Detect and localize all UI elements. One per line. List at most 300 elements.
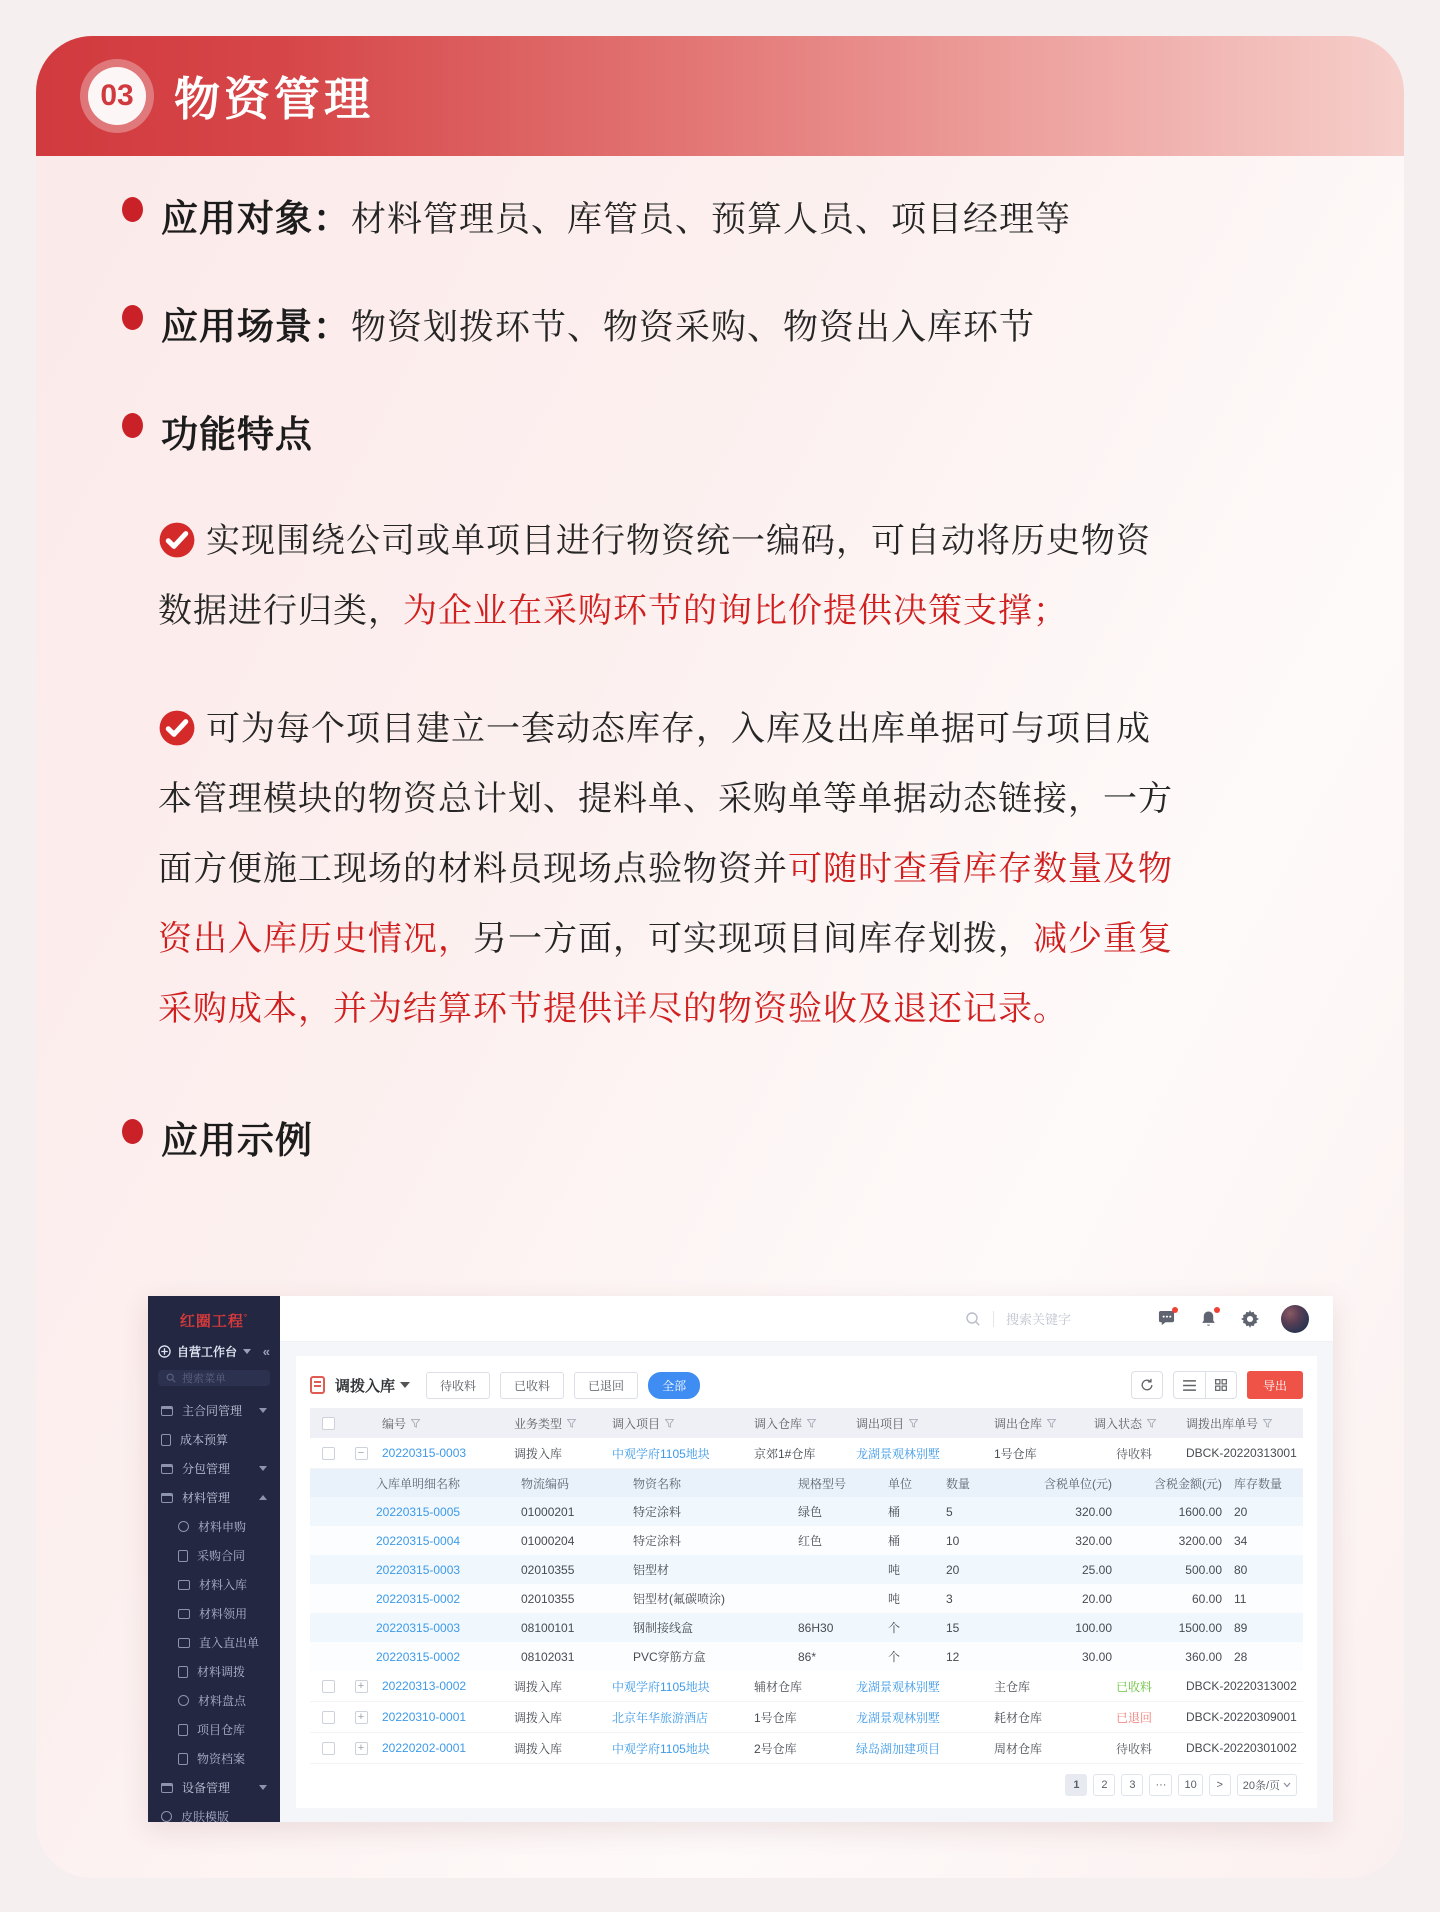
tab-已退回[interactable]: 已退回 [574,1372,638,1399]
cell-out-warehouse: 1号仓库 [994,1446,1037,1461]
detail-cell: 89 [1234,1620,1248,1635]
cell-out-project [850,1740,988,1757]
filter-funnel-icon[interactable] [807,1419,816,1428]
row-checkbox-cell [310,1711,346,1724]
cell-id [376,1710,508,1724]
inout-icon [178,1638,190,1648]
detail-cell [370,1505,515,1519]
cell-in-warehouse: 1号仓库 [754,1710,797,1725]
detail-cell: 320.00 [1075,1504,1112,1519]
filter-funnel-icon[interactable] [567,1419,576,1428]
status-badge: 待收料 [1115,1446,1152,1461]
detail-cell: 红色 [798,1534,823,1548]
status-badge: 已收料 [1115,1679,1152,1694]
cell-status [1088,1445,1180,1462]
detail-column-数量: 数量 [946,1476,971,1491]
app-topbar [280,1296,1333,1342]
cell-id [376,1741,508,1755]
transfer-in-panel [296,1356,1317,1808]
sidebar-item-主合同管理[interactable] [148,1396,280,1425]
sidebar-item-label: 设备管理 [182,1781,231,1795]
detail-document-link[interactable]: 20220315-0003 [376,1562,461,1577]
detail-cell: 20.00 [1081,1591,1112,1606]
row-checkbox-cell [310,1447,346,1460]
table-row [310,1702,1303,1733]
cell-out-warehouse: 主仓库 [994,1679,1031,1694]
global-search-input[interactable] [965,1309,1071,1328]
feature-text-segment: 可为每个项目建立一套动态库存，入库及出库单据可与项目成 [206,710,1151,748]
cell-id [376,1679,508,1693]
doc-icon [178,1550,188,1562]
feature-text-segment: 减少重复 [1033,920,1173,958]
scene-value: 物资划拨环节、物资采购、物资出入库环节 [351,308,1036,347]
feature-text-segment: 本管理模块的物资总计划、提料单、采购单等单据动态链接，一方 [158,780,1173,818]
collapse-row-button[interactable]: − [355,1447,368,1460]
detail-cell: 08100101 [521,1620,575,1635]
bullet-dot [122,197,143,222]
document-link[interactable]: 20220315-0003 [382,1446,467,1460]
page-size-select[interactable]: 20条/页 [1237,1774,1297,1796]
notification-dot [1214,1307,1220,1313]
detail-cell: 桶 [888,1505,901,1519]
document-link[interactable]: 20220310-0001 [382,1710,467,1724]
column-header-label: 编号 [382,1416,407,1431]
sidebar-item-label: 材料申购 [198,1520,247,1534]
scene-label: 应用场景： [161,306,351,347]
cell-in-project [606,1445,748,1462]
sidebar-search-input[interactable] [158,1370,270,1386]
bullet-features [122,404,1318,458]
sidebar-item-物资档案[interactable] [148,1744,280,1773]
feature-text-segment: 资出入库历史情况， [158,920,473,958]
table-header-row [310,1408,1303,1438]
table-row [310,1671,1303,1702]
cell-in-warehouse: 2号仓库 [754,1741,797,1756]
cell-doc-no: DBCK-20220309001 [1186,1710,1297,1724]
folder-icon [161,1406,173,1416]
detail-cell: 500.00 [1185,1562,1222,1577]
notification-dot [1172,1307,1178,1313]
sidebar-item-label: 材料盘点 [198,1694,247,1708]
detail-cell: 3 [946,1591,953,1606]
status-badge: 待收料 [1115,1741,1152,1756]
features-list [158,506,1318,1044]
panel-header [310,1366,1303,1404]
row-checkbox-cell [310,1742,346,1755]
pagination [310,1764,1303,1800]
detail-cell: PVC穿筋方盒 [633,1650,706,1664]
cell-in-project [606,1709,748,1726]
column-header-label: 业务类型 [514,1416,563,1431]
sidebar-search-placeholder: 搜索菜单 [182,1373,226,1385]
detail-cell: 桶 [888,1534,901,1548]
column-header-调出项目 [850,1415,988,1432]
divider [993,1311,994,1327]
detail-cell: 15 [946,1620,960,1635]
cart-icon [178,1521,189,1532]
table-row [310,1438,1303,1469]
detail-column-物流编码: 物流编码 [521,1476,570,1491]
cell-out-project [850,1445,988,1462]
detail-cell: 30.00 [1081,1649,1112,1664]
detail-cell: 20 [1234,1504,1248,1519]
detail-document-link[interactable]: 20220315-0004 [376,1533,461,1548]
sidebar-item-label: 成本预算 [180,1433,229,1447]
search-icon [965,1311,981,1327]
list-view-icon[interactable] [1173,1371,1205,1399]
features-heading: 功能特点 [161,414,313,455]
detail-cell: 钢制接线盒 [633,1621,694,1635]
compass-icon [158,1345,171,1358]
gear-icon[interactable] [1239,1308,1261,1330]
feature-paragraph [158,506,1318,646]
row-checkbox[interactable] [322,1742,335,1755]
cell-doc-no: DBCK-20220301002 [1186,1741,1297,1755]
cell-in-project [606,1740,748,1757]
refresh-button[interactable] [1131,1371,1163,1399]
chevron-down-icon [1283,1782,1291,1788]
cell-status [1088,1740,1180,1757]
page-button-2[interactable]: 2 [1093,1774,1115,1796]
panel-title[interactable]: 调拨入库 [335,1375,410,1396]
row-checkbox[interactable] [322,1711,335,1724]
check-icon [158,709,196,747]
detail-cell: 320.00 [1075,1533,1112,1548]
bullet-dot [122,1119,143,1144]
page-button-1[interactable]: 1 [1065,1774,1087,1796]
project-link[interactable]: 中观学府1105地块 [612,1741,710,1756]
sidebar-item-材料领用[interactable] [148,1599,280,1628]
detail-cell: 20 [946,1562,960,1577]
row-expander-cell [346,1711,376,1724]
column-header-label: 调入仓库 [754,1416,803,1431]
expand-row-button[interactable]: + [355,1742,368,1755]
detail-cell: 特定涂料 [633,1534,682,1548]
status-badge: 已退回 [1115,1710,1152,1725]
cell-out-warehouse: 耗材仓库 [994,1710,1043,1725]
skin-icon [161,1811,172,1822]
sidebar-item-分包管理[interactable] [148,1454,280,1483]
project-link[interactable]: 绿岛湖加建项目 [856,1741,941,1756]
detail-cell: 08102031 [521,1649,575,1664]
sidebar-item-直入直出单[interactable] [148,1628,280,1657]
view-toggle [1173,1371,1237,1399]
detail-cell [370,1592,515,1606]
cell-business-type: 调拨入库 [514,1446,563,1461]
search-icon [166,1373,176,1383]
sidebar-item-label: 物资档案 [197,1752,246,1766]
archive-icon [178,1753,188,1765]
column-header-label: 调拨出库单号 [1186,1416,1259,1431]
row-checkbox-cell [310,1680,346,1693]
detail-header-row [310,1469,1303,1497]
detail-row [310,1555,1303,1584]
detail-cell: 绿色 [798,1505,823,1519]
bullet-scene-text [161,296,1035,350]
tab-待收料[interactable]: 待收料 [426,1372,490,1399]
table-body [310,1438,1303,1764]
detail-column-库存数量: 库存数量 [1234,1476,1283,1491]
sidebar-item-label: 直入直出单 [199,1636,260,1650]
row-checkbox[interactable] [322,1447,335,1460]
detail-cell: 铝型材(氟碳喷涂) [633,1592,725,1606]
app-screenshot [148,1296,1333,1822]
sidebar-item-材料盘点[interactable] [148,1686,280,1715]
feature-paragraph [158,694,1318,1044]
header-band [36,36,1404,156]
detail-cell: 11 [1234,1591,1247,1606]
cell-out-project [850,1678,988,1695]
doc-icon [178,1724,188,1736]
detail-cell: 80 [1234,1562,1248,1577]
detail-cell: 25.00 [1081,1562,1112,1577]
sidebar-item-设备管理[interactable] [148,1773,280,1802]
workbench-label: 自营工作台 [177,1345,238,1359]
detail-cell: 34 [1234,1533,1248,1548]
sidebar-item-材料管理[interactable] [148,1483,280,1512]
project-link[interactable]: 北京年华旅游酒店 [612,1710,709,1725]
sidebar-item-label: 材料领用 [199,1607,248,1621]
page-title: 物资管理 [174,73,374,125]
sidebar-item-label: 皮肤模版 [181,1810,230,1824]
cell-doc-no: DBCK-20220313002 [1186,1679,1297,1693]
bullet-example [122,1110,1318,1164]
detail-cell: 01000204 [521,1533,575,1548]
sidebar-menu [148,1396,280,1831]
column-header-调入状态 [1088,1415,1180,1432]
detail-row [310,1584,1303,1613]
document-link[interactable]: 20220313-0002 [382,1679,467,1693]
detail-column-规格型号: 规格型号 [798,1476,847,1491]
status-tabs [426,1372,700,1399]
cell-out-project [850,1709,988,1726]
detail-row [310,1642,1303,1671]
filter-funnel-icon[interactable] [665,1419,674,1428]
page-button-3[interactable]: 3 [1121,1774,1143,1796]
feature-text-segment: 实现围绕公司或单项目进行物资统一编码，可自动将历史物资 [206,522,1151,560]
detail-cell: 铝型材 [633,1563,670,1577]
detail-cell: 吨 [888,1563,901,1577]
sidebar-item-label: 材料入库 [199,1578,248,1592]
sidebar-item-label: 采购合同 [197,1549,246,1563]
detail-cell [370,1621,515,1635]
detail-cell: 01000201 [521,1504,575,1519]
sidebar-item-采购合同[interactable] [148,1541,280,1570]
table-row [310,1733,1303,1764]
bullet-scene [122,296,1318,350]
poster-content [36,188,1404,1164]
project-link[interactable]: 龙湖景观林别墅 [856,1710,941,1725]
sidebar-item-材料申购[interactable] [148,1512,280,1541]
folder-icon [161,1783,173,1793]
detail-cell: 吨 [888,1592,901,1606]
bullet-dot [122,413,143,438]
filter-funnel-icon[interactable] [411,1419,420,1428]
row-expander-cell [346,1447,376,1460]
detail-cell: 86* [798,1649,817,1664]
detail-column-单位: 单位 [888,1476,913,1491]
detail-cell [370,1650,515,1664]
check-icon [178,1695,189,1706]
project-link[interactable]: 中观学府1105地块 [612,1446,710,1461]
workbench-switcher[interactable] [148,1337,280,1366]
column-header-调出仓库 [988,1415,1088,1432]
detail-cell: 12 [946,1649,960,1664]
cell-status [1088,1709,1180,1726]
global-search-placeholder: 搜索关键字 [1005,1312,1071,1327]
select-all-checkbox[interactable] [322,1417,335,1430]
target-value: 材料管理员、库管员、预算人员、项目经理等 [351,200,1072,239]
outbox-icon [178,1609,190,1619]
detail-cell: 02010355 [521,1562,575,1577]
sidebar-item-label: 材料调拨 [197,1665,246,1679]
doc-icon [178,1666,188,1678]
sidebar-item-皮肤模版[interactable] [148,1802,280,1831]
grid-view-icon[interactable] [1205,1371,1237,1399]
cell-business-type: 调拨入库 [514,1741,563,1756]
collapse-sidebar-button[interactable]: « [262,1344,270,1359]
feature-text-segment: 可随时查看库存数量及物 [788,850,1173,888]
detail-cell: 86H30 [798,1620,834,1635]
transfer-table [310,1408,1303,1764]
feature-text-segment: 数据进行归类， [158,592,403,630]
feature-text-segment: 为企业在采购环节的询比价提供决策支撑； [403,592,1068,630]
column-header-label: 调入状态 [1094,1416,1143,1431]
chevron-down-icon [400,1382,410,1388]
column-header-调入仓库 [748,1415,850,1432]
folder-icon [161,1493,173,1503]
detail-cell: 1500.00 [1178,1620,1222,1635]
app-sidebar [148,1296,280,1822]
project-link[interactable]: 龙湖景观林别墅 [856,1446,941,1461]
detail-cell: 360.00 [1185,1649,1222,1664]
detail-document-link[interactable]: 20220315-0002 [376,1649,461,1664]
detail-column-含税单位(元): 含税单位(元) [1044,1476,1112,1491]
sidebar-item-label: 主合同管理 [182,1404,243,1418]
detail-row [310,1613,1303,1642]
toolbar-actions [1131,1371,1303,1399]
cell-id [376,1446,508,1460]
document-icon [310,1376,325,1394]
project-link[interactable]: 龙湖景观林别墅 [856,1679,941,1694]
column-header-label: 调入项目 [612,1416,661,1431]
detail-column-含税金额(元): 含税金额(元) [1154,1476,1222,1491]
filter-funnel-icon[interactable] [909,1419,918,1428]
detail-cell: 10 [946,1533,960,1548]
page-button-10[interactable]: 10 [1178,1774,1202,1796]
row-expander-cell [346,1680,376,1693]
sidebar-item-成本预算[interactable] [148,1425,280,1454]
cell-in-warehouse: 京郊1#仓库 [754,1446,816,1461]
bullet-dot [122,305,143,330]
project-link[interactable]: 中观学府1105地块 [612,1679,710,1694]
chevron-down-icon [259,1408,267,1413]
chevron-down-icon [259,1785,267,1790]
feature-text-segment: 面方便施工现场的材料员现场点验物资并 [158,850,788,888]
sidebar-item-材料入库[interactable] [148,1570,280,1599]
detail-row [310,1526,1303,1555]
detail-cell: 60.00 [1191,1591,1222,1606]
page-ellipsis: ··· [1149,1774,1172,1796]
user-avatar[interactable] [1281,1305,1309,1333]
detail-cell: 5 [946,1504,953,1519]
select-all-checkbox-cell [310,1417,346,1430]
chevron-up-icon [259,1495,267,1500]
section-number-badge: 03 [88,67,146,125]
column-header-业务类型 [508,1415,606,1432]
bullet-target [122,188,1318,242]
next-page-button[interactable]: > [1209,1774,1231,1796]
detail-cell: 1600.00 [1178,1504,1222,1519]
feature-text-segment: 另一方面，可实现项目间库存划拨， [473,920,1033,958]
tab-已收料[interactable]: 已收料 [500,1372,564,1399]
detail-document-link[interactable]: 20220315-0003 [376,1620,461,1635]
detail-document-link[interactable]: 20220315-0002 [376,1591,461,1606]
detail-document-link[interactable]: 20220315-0005 [376,1504,461,1519]
cell-business-type: 调拨入库 [514,1710,563,1725]
detail-row [310,1497,1303,1526]
filter-funnel-icon[interactable] [1263,1419,1272,1428]
column-header-调拨出库单号 [1180,1415,1303,1432]
detail-cell: 特定涂料 [633,1505,682,1519]
detail-column-物资名称: 物资名称 [633,1476,682,1491]
detail-cell: 个 [888,1621,901,1635]
filter-funnel-icon[interactable] [1047,1419,1056,1428]
sidebar-item-label: 分包管理 [182,1462,231,1476]
detail-cell [370,1563,515,1577]
document-link[interactable]: 20220202-0001 [382,1741,467,1755]
column-header-label: 调出项目 [856,1416,905,1431]
cell-in-project [606,1678,748,1695]
sidebar-item-label: 材料管理 [182,1491,231,1505]
cell-out-warehouse: 周材仓库 [994,1741,1043,1756]
tab-全部[interactable]: 全部 [648,1372,700,1399]
bullet-target-text [161,188,1071,242]
chevron-down-icon [259,1466,267,1471]
detail-cell [370,1534,515,1548]
bell-icon[interactable] [1197,1308,1219,1330]
logo-sup: ° [243,1313,249,1322]
detail-cell: 28 [1234,1649,1248,1664]
messages-icon[interactable] [1155,1308,1177,1330]
cell-in-warehouse: 辅材仓库 [754,1679,803,1694]
sidebar-item-项目仓库[interactable] [148,1715,280,1744]
chevron-down-icon [243,1349,251,1354]
cell-status [1088,1678,1180,1695]
expand-row-button[interactable]: + [355,1680,368,1693]
app-main [280,1296,1333,1822]
detail-cell: 3200.00 [1178,1533,1222,1548]
detail-column-入库单明细名称: 入库单明细名称 [376,1476,461,1491]
row-checkbox[interactable] [322,1680,335,1693]
cell-business-type: 调拨入库 [514,1679,563,1694]
sidebar-item-材料调拨[interactable] [148,1657,280,1686]
column-header-label: 调出仓库 [994,1416,1043,1431]
example-heading: 应用示例 [161,1120,313,1161]
feature-text-segment: 采购成本，并为结算环节提供详尽的物资验收及退还记录。 [158,990,1068,1028]
app-content [280,1342,1333,1822]
cell-doc-no: DBCK-20220313001 [1186,1446,1297,1460]
sidebar-item-label: 项目仓库 [197,1723,246,1737]
inbox-icon [178,1580,190,1590]
filter-funnel-icon[interactable] [1147,1419,1156,1428]
folder-icon [161,1464,173,1474]
detail-cell: 02010355 [521,1591,575,1606]
export-button[interactable]: 导出 [1247,1371,1303,1399]
expand-row-button[interactable]: + [355,1711,368,1724]
column-header-编号 [376,1415,508,1432]
column-header-调入项目 [606,1415,748,1432]
